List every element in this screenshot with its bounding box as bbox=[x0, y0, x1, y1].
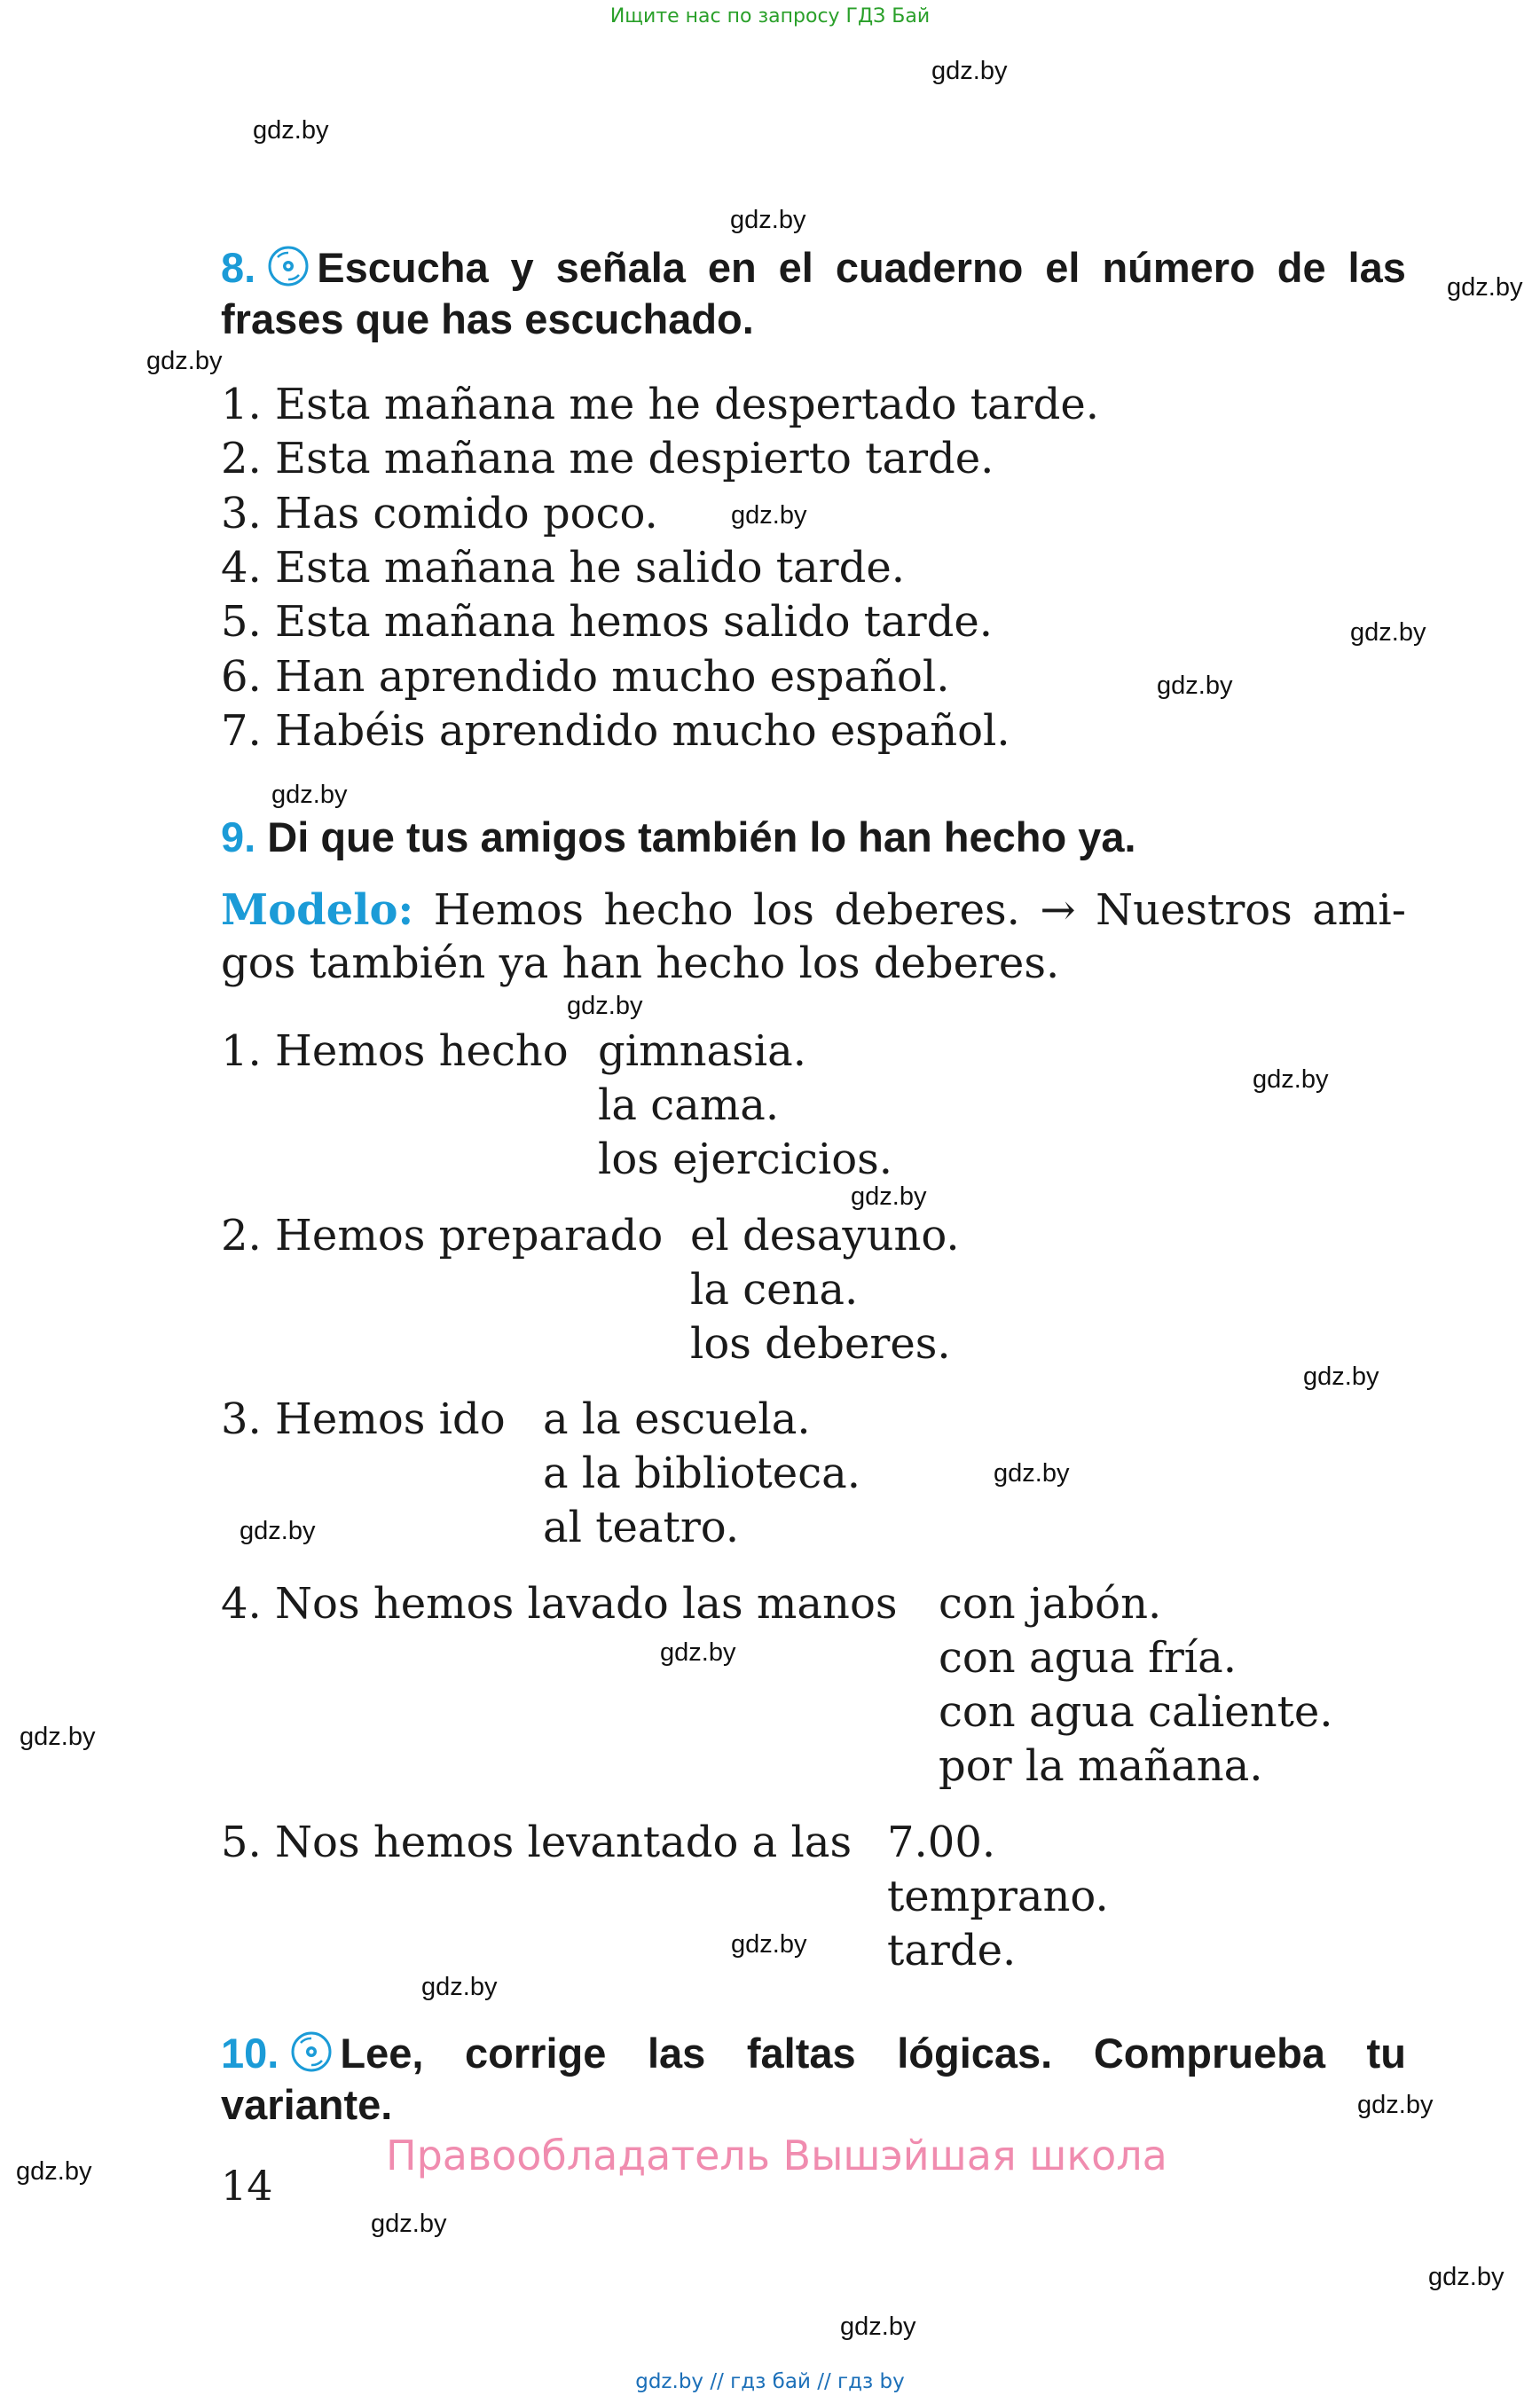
group-5-option: temprano. bbox=[887, 1872, 1109, 1921]
exercise-10-title-start bbox=[221, 2028, 423, 2079]
modelo-block bbox=[221, 885, 1406, 988]
heading-word: en bbox=[707, 244, 757, 291]
watermark: gdz.by bbox=[1303, 1362, 1379, 1391]
cd-icon bbox=[267, 245, 310, 287]
watermark: gdz.by bbox=[146, 347, 223, 375]
watermark: gdz.by bbox=[1253, 1065, 1329, 1094]
modelo-line2: gos también ya han hecho los deberes. bbox=[221, 938, 1060, 988]
group-4-option: con jabón. bbox=[939, 1579, 1162, 1629]
group-1-option: la cama. bbox=[598, 1080, 780, 1130]
exercise-8-item: 2. Esta mañana me despierto tarde. bbox=[221, 434, 994, 483]
watermark: gdz.by bbox=[730, 206, 806, 234]
watermark: gdz.by bbox=[421, 1973, 498, 2001]
heading-word: cuaderno bbox=[835, 244, 1024, 291]
watermark: gdz.by bbox=[1357, 2091, 1434, 2119]
group-4-lead: 4. Nos hemos lavado las manos bbox=[221, 1579, 898, 1629]
heading-word: el bbox=[1045, 244, 1080, 291]
watermark: gdz.by bbox=[240, 1517, 316, 1545]
exercise-10-heading-line2: variante. bbox=[221, 2081, 393, 2128]
exercise-8-heading-line1 bbox=[221, 242, 1406, 294]
group-2-option: el desayuno. bbox=[690, 1211, 960, 1260]
heading-word: faltas bbox=[746, 2030, 856, 2077]
heading-word: lógicas. bbox=[897, 2030, 1053, 2077]
modelo-word: deberes. bbox=[834, 885, 1020, 935]
watermark: gdz.by bbox=[731, 1930, 807, 1959]
group-4-option: con agua fría. bbox=[939, 1633, 1238, 1683]
watermark: gdz.by bbox=[1428, 2263, 1505, 2291]
heading-word: Comprueba bbox=[1093, 2030, 1325, 2077]
watermark: gdz.by bbox=[1447, 273, 1523, 302]
watermark: gdz.by bbox=[20, 1723, 96, 1751]
watermark: gdz.by bbox=[731, 501, 807, 530]
watermark: gdz.by bbox=[931, 57, 1008, 85]
group-5-option: 7.00. bbox=[887, 1818, 996, 1867]
heading-word: las bbox=[1348, 244, 1406, 291]
heading-word: Escucha bbox=[317, 244, 489, 291]
group-1-option: gimnasia. bbox=[598, 1026, 806, 1076]
exercise-9-title: Di que tus amigos también lo han hecho ya. bbox=[267, 813, 1136, 860]
exercise-8-item: 1. Esta mañana me he despertado tarde. bbox=[221, 380, 1099, 429]
group-3-option: al teatro. bbox=[543, 1503, 740, 1552]
modelo-line1 bbox=[221, 885, 1406, 935]
exercise-8-heading-line2: frases que has escuchado. bbox=[221, 295, 754, 342]
exercise-8-item: 4. Esta mañana he salido tarde. bbox=[221, 543, 905, 593]
cd-icon bbox=[290, 2030, 333, 2073]
page-number: 14 bbox=[221, 2162, 273, 2210]
arrow-icon: → bbox=[1040, 885, 1076, 935]
exercise-number: 10. bbox=[221, 2030, 279, 2077]
exercise-8-heading bbox=[221, 242, 1406, 345]
exercise-9-heading bbox=[221, 812, 1136, 863]
copyright-notice: Правообладатель Вышэйшая школа bbox=[386, 2132, 1167, 2179]
group-5-lead: 5. Nos hemos levantado a las bbox=[221, 1818, 852, 1867]
group-4-option: con agua caliente. bbox=[939, 1687, 1333, 1737]
modelo-word: hecho bbox=[603, 885, 734, 935]
watermark: gdz.by bbox=[851, 1182, 927, 1211]
exercise-10-heading-line1 bbox=[221, 2028, 1406, 2079]
watermark: gdz.by bbox=[840, 2313, 916, 2341]
watermark: gdz.by bbox=[371, 2210, 447, 2238]
heading-word: Lee, bbox=[340, 2030, 424, 2077]
heading-word: y bbox=[510, 244, 534, 291]
exercise-8-item: 6. Han aprendido mucho español. bbox=[221, 652, 950, 702]
exercise-10-heading bbox=[221, 2028, 1406, 2131]
exercise-8-title-start bbox=[221, 242, 489, 294]
group-1-option: los ejercicios. bbox=[598, 1135, 893, 1184]
group-3-option: a la escuela. bbox=[543, 1394, 811, 1444]
group-3-option: a la biblioteca. bbox=[543, 1449, 860, 1498]
exercise-8-item: 3. Has comido poco. bbox=[221, 489, 658, 538]
group-2-option: los deberes. bbox=[690, 1319, 951, 1369]
exercise-number: 9. bbox=[221, 813, 256, 860]
heading-word: tu bbox=[1366, 2030, 1406, 2077]
heading-word: las bbox=[647, 2030, 706, 2077]
heading-word: el bbox=[778, 244, 813, 291]
modelo-word: Hemos bbox=[433, 885, 585, 935]
heading-word: señala bbox=[555, 244, 686, 291]
group-2-option: la cena. bbox=[690, 1265, 859, 1315]
watermark: gdz.by bbox=[567, 992, 643, 1020]
modelo-word: los bbox=[753, 885, 814, 935]
modelo-word: Nuestros bbox=[1096, 885, 1292, 935]
heading-word: número bbox=[1102, 244, 1255, 291]
watermark: gdz.by bbox=[994, 1459, 1070, 1488]
group-3-lead: 3. Hemos ido bbox=[221, 1394, 506, 1444]
group-5-option: tarde. bbox=[887, 1926, 1017, 1975]
modelo-word: ami- bbox=[1312, 885, 1406, 935]
heading-word: corrige bbox=[465, 2030, 607, 2077]
modelo-label: Modelo: bbox=[221, 885, 414, 935]
heading-word: de bbox=[1277, 244, 1326, 291]
watermark: gdz.by bbox=[660, 1638, 736, 1667]
group-1-lead: 1. Hemos hecho bbox=[221, 1026, 569, 1076]
exercise-8-item: 5. Esta mañana hemos salido tarde. bbox=[221, 597, 994, 647]
footer-links[interactable]: gdz.by // гдз бай // гдз by bbox=[635, 2370, 905, 2393]
watermark: gdz.by bbox=[1350, 618, 1426, 647]
watermark: gdz.by bbox=[16, 2157, 92, 2186]
group-2-lead: 2. Hemos preparado bbox=[221, 1211, 664, 1260]
exercise-8-item: 7. Habéis aprendido mucho español. bbox=[221, 706, 1010, 756]
group-4-option: por la mañana. bbox=[939, 1741, 1263, 1791]
watermark: gdz.by bbox=[271, 781, 348, 809]
exercise-number: 8. bbox=[221, 244, 256, 291]
watermark: gdz.by bbox=[1157, 671, 1233, 700]
watermark: gdz.by bbox=[253, 116, 329, 145]
top-banner[interactable]: Ищите нас по запросу ГДЗ Бай bbox=[609, 5, 931, 27]
